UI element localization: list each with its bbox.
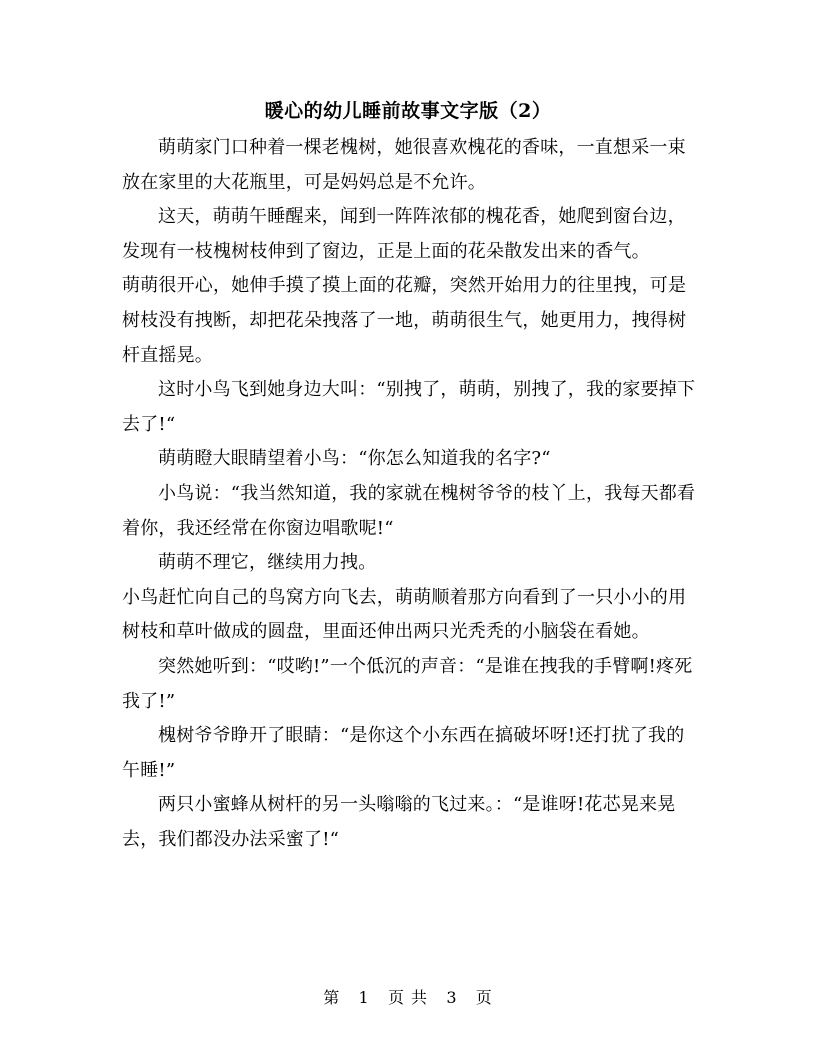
page-label-middle: 页 共 <box>387 988 429 1007</box>
document-body <box>122 131 702 857</box>
paragraph: 小鸟说：“我当然知道，我的家就在槐树爷爷的枝丫上，我每天都看着你，我还经常在你窗边唱歌呢!“ <box>122 482 696 539</box>
paragraph: 突然她听到：“哎哟!”一个低沉的声音：“是谁在拽我的手臂啊!疼死我了!” <box>122 655 693 712</box>
page-footer <box>0 986 816 1010</box>
paragraph: 这天，萌萌午睡醒来，闻到一阵阵浓郁的槐花香，她爬到窗台边，发现有一枝槐树枝伸到了窗边，正是上面的花朵散发出来的香气。 <box>122 206 686 262</box>
paragraph: 萌萌很开心，她伸手摸了摸上面的花瓣，突然开始用力的往里拽，可是树枝没有拽断，却把花朵拽落了一地，萌萌很生气，她更用力，拽得树杆直摇晃。 <box>122 275 687 366</box>
page-total: 3 <box>446 988 458 1007</box>
paragraph: 这时小鸟飞到她身边大叫：“别拽了，萌萌，别拽了，我的家要掉下去了!“ <box>122 379 696 435</box>
paragraph: 萌萌家门口种着一棵老槐树，她很喜欢槐花的香味，一直想采一束放在家里的大花瓶里，可是妈妈总是不允许。 <box>122 137 686 193</box>
paragraph: 萌萌瞪大眼睛望着小鸟：“你怎么知道我的名字?“ <box>158 448 551 470</box>
page-label-suffix: 页 <box>475 988 493 1007</box>
paragraph: 小鸟赶忙向自己的鸟窝方向飞去，萌萌顺着那方向看到了一只小小的用树枝和草叶做成的圆盘，里面还伸出两只光秃秃的小脑袋在看她。 <box>122 586 687 643</box>
page-title: 暖心的幼儿睡前故事文字版（2） <box>264 100 552 122</box>
paragraph: 槐树爷爷睁开了眼睛：“是你这个小东西在搞破坏呀!还打扰了我的午睡!” <box>122 725 685 781</box>
page-number: 1 <box>358 988 370 1007</box>
paragraph: 两只小蜜蜂从树杆的另一头嗡嗡的飞过来。：“是谁呀!花芯晃来晃去，我们都没办法采蜜了!“ <box>122 794 676 850</box>
page-label-prefix: 第 <box>323 988 341 1007</box>
paragraph: 萌萌不理它，继续用力拽。 <box>158 552 377 574</box>
